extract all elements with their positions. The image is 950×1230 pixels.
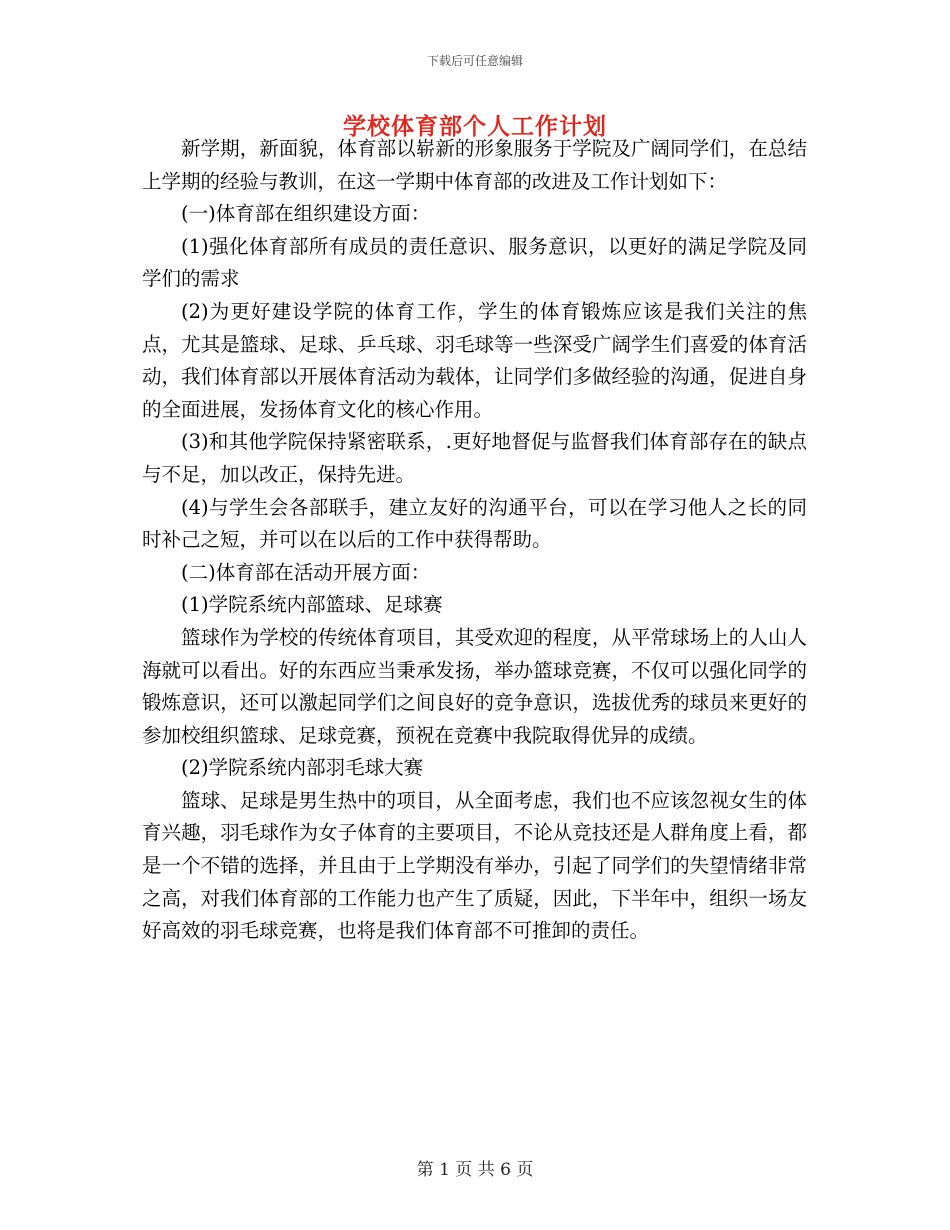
section-heading-activities: (二)体育部在活动开展方面：	[181, 560, 431, 584]
paragraph-item: (1)强化体育部所有成员的责任意识、服务意识，以更好的满足学院及同学们的需求	[142, 234, 807, 291]
subheading-basketball-football: (1)学院系统内部篮球、足球赛	[181, 593, 443, 617]
paragraph-badminton: 篮球、足球是男生热中的项目，从全面考虑，我们也不应该忽视女生的体育兴趣，羽毛球作为女子体育的主要项目，不论从竞技还是人群角度上看，都是一个不错的选择，并且由于上学期没有举办，引起了同学们的失望情绪非常之高，对我们体育部的工作能力也产生了质疑，因此，下半年中，组织一场友好高效的羽毛球竞赛，也将是我们体育部不可推卸的责任。	[142, 788, 807, 943]
paragraph-item: (3)和其他学院保持紧密联系，.更好地督促与监督我们体育部存在的缺点与不足，加以改正，保持先进。	[142, 430, 807, 486]
section-heading-organization: (一)体育部在组织建设方面：	[181, 202, 431, 226]
paragraph-item: (2)为更好建设学院的体育工作，学生的体育锻炼应该是我们关注的焦点，尤其是篮球、足球、乒乓球、羽毛球等一些深受广阔学生们喜爱的体育活动，我们体育部以开展体育活动为载体，让同学们多做经验的沟通，促进自身的全面进展，发扬体育文化的核心作用。	[142, 299, 807, 421]
paragraph-basketball: 篮球作为学校的传统体育项目，其受欢迎的程度，从平常球场上的人山人海就可以看出。好的东西应当秉承发扬，举办篮球竞赛，不仅可以强化同学的锻炼意识，还可以激起同学们之间良好的竞争意识，选拔优秀的球员来更好的参加校组织篮球、足球竞赛，预祝在竞赛中我院取得优异的成绩。	[142, 625, 807, 747]
document-body	[142, 133, 807, 948]
page-number-footer: 第 1 页 共 6 页	[416, 1160, 534, 1180]
paragraph-intro: 新学期，新面貌，体育部以崭新的形象服务于学院及广阔同学们，在总结上学期的经验与教训，在这一学期中体育部的改进及工作计划如下：	[142, 137, 807, 193]
document-title: 学校体育部个人工作计划	[343, 113, 607, 140]
page-header-note: 下载后可任意编辑	[426, 54, 523, 68]
subheading-badminton: (2)学院系统内部羽毛球大赛	[181, 756, 424, 780]
paragraph-item: (4)与学生会各部联手，建立友好的沟通平台，可以在学习他人之长的同时补己之短，并可以在以后的工作中获得帮助。	[142, 495, 807, 552]
